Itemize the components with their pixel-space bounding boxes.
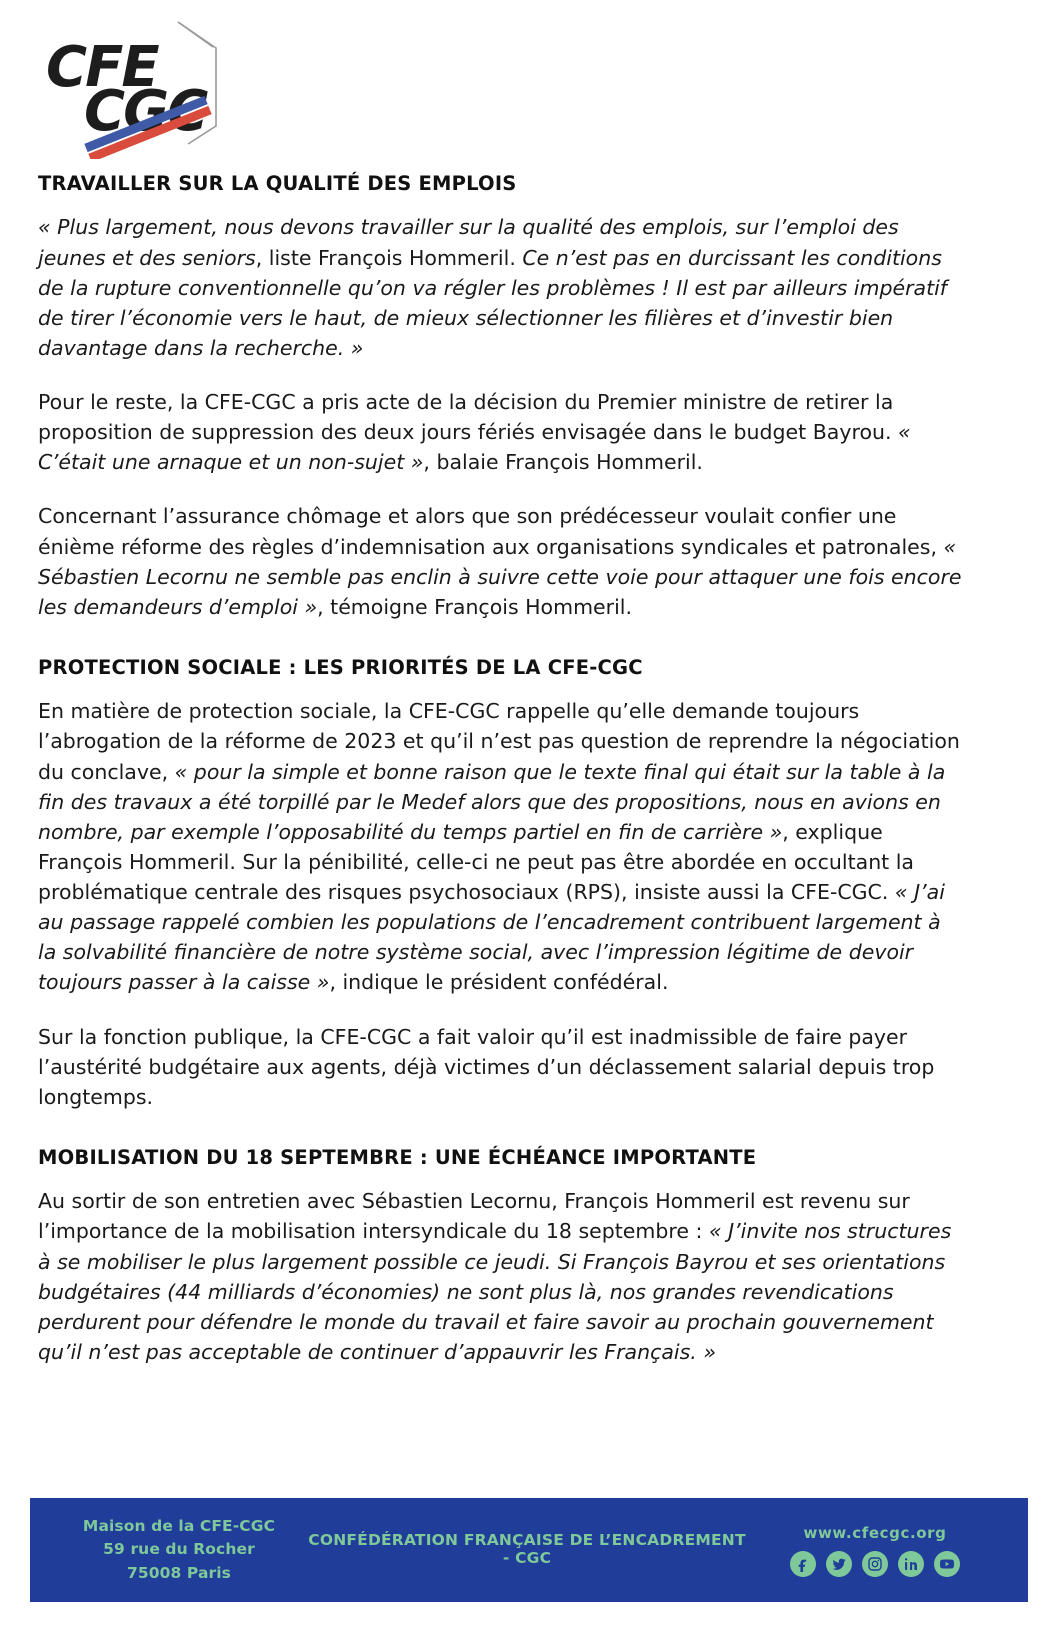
footer-web-block — [750, 1524, 1000, 1577]
paragraph-mobilisation — [38, 1186, 963, 1367]
paragraph-quote-qualite-emplois — [38, 212, 963, 363]
footer-address-line-1: Maison de la CFE-CGC — [82, 1517, 276, 1536]
paragraph-fonction-publique — [38, 1022, 963, 1112]
footer-website-link[interactable]: www.cfecgc.org — [803, 1523, 947, 1542]
text-run: Sur la fonction publique, la CFE-CGC a fait valoir qu’il est inadmissible de faire payer l’austérité budgétaire aux agents, déjà victimes d’un déclassement salarial depuis trop longtemps. — [38, 1024, 935, 1109]
section-heading-protection-sociale: PROTECTION SOCIALE : LES PRIORITÉS DE LA CFE-CGC — [38, 655, 643, 679]
attribution-run: , balaie François Hommeril. — [423, 450, 703, 475]
instagram-icon[interactable] — [862, 1551, 888, 1577]
section-heading-qualite-emplois: TRAVAILLER SUR LA QUALITÉ DES EMPLOIS — [38, 172, 517, 195]
svg-text:CGC: CGC — [84, 79, 207, 144]
quote-run: « Sébastien Lecornu ne semble pas enclin à suivre cette voie pour attaquer une fois encore les demandeurs d’emploi » — [38, 534, 962, 619]
document-body — [38, 172, 963, 1367]
youtube-icon[interactable] — [934, 1551, 960, 1577]
quote-run: « pour la simple et bonne raison que le texte final qui était sur la table à la fin des travaux a été torpillé par le Medef alors que des propositions, nous en avions en nombre, par exemple l’opposabilité du temps partiel en fin de carrière » — [38, 759, 946, 844]
quote-run: « J’invite nos structures à se mobiliser le plus largement possible ce jeudi. Si François Bayrou et ses orientations budgétaires (44 milliards d’économies) ne sont plus là, nos grandes revendications perdurent pour défendre le monde du travail et faire savoir au prochain gouvernement qu’il n’est pas acceptable de continuer d’appauvrir les Français. » — [38, 1219, 952, 1364]
attribution-run: , indique le président confédéral. — [329, 970, 669, 995]
text-run: Au sortir de son entretien avec Sébastien Lecornu, François Hommeril est revenu sur l’importance de la mobilisation intersyndicale du 18 septembre : — [38, 1189, 910, 1244]
footer-band — [30, 1498, 1028, 1602]
quote-run: Ce n’est pas en durcissant les conditions de la rupture conventionnelle qu’on va régler les problèmes ! Il est par ailleurs impératif de tirer l’économie vers le haut, de mieux sélectionner les filières et d’investir bien davantage dans la recherche. » — [38, 245, 948, 360]
paragraph-protection-sociale — [38, 696, 963, 997]
cfe-cgc-logo — [38, 14, 233, 159]
twitter-icon[interactable] — [826, 1551, 852, 1577]
social-links — [750, 1551, 1000, 1577]
section-heading-mobilisation: MOBILISATION DU 18 SEPTEMBRE : UNE ÉCHÉANCE IMPORTANTE — [38, 1145, 757, 1169]
paragraph-jours-feries — [38, 387, 963, 477]
attribution-run: , témoigne François Hommeril. — [317, 594, 632, 619]
footer-confederation-name: CONFÉDÉRATION FRANÇAISE DE L’ENCADREMENT - CGC — [308, 1531, 746, 1567]
text-run: Concernant l’assurance chômage et alors que son prédécesseur voulait confier une énième réforme des règles d’indemnisation aux organisations syndicales et patronales, — [38, 504, 944, 559]
svg-text:CFE: CFE — [46, 35, 158, 100]
footer-address — [54, 1515, 304, 1585]
paragraph-assurance-chomage — [38, 501, 963, 622]
attribution-run: , liste François Hommeril. — [255, 245, 523, 270]
text-run: Pour le reste, la CFE-CGC a pris acte de la décision du Premier ministre de retirer la proposition de suppression des deux jours fériés envisagée dans le budget Bayrou. — [38, 390, 899, 445]
text-run: , explique François Hommeril. Sur la pénibilité, celle-ci ne peut pas être abordée en occultant la problématique centrale des risques psychosociaux (RPS), insiste aussi la CFE-CGC. — [38, 819, 914, 904]
quote-run: « J’ai au passage rappelé combien les populations de l’encadrement contribuent largement à la solvabilité financière de notre système social, avec l’impression légitime de devoir toujours passer à la caisse » — [38, 880, 945, 995]
linkedin-icon[interactable] — [898, 1551, 924, 1577]
footer-address-line-3: 75008 Paris — [126, 1563, 231, 1582]
text-run: En matière de protection sociale, la CFE-CGC rappelle qu’elle demande toujours l’abrogation de la réforme de 2023 et qu’il n’est pas question de reprendre la négociation du conclave, — [38, 699, 960, 784]
quote-run: « C’était une arnaque et un non-sujet » — [38, 420, 911, 475]
quote-run: « Plus largement, nous devons travailler sur la qualité des emplois, sur l’emploi des jeunes et des seniors — [38, 215, 899, 270]
facebook-icon[interactable] — [790, 1551, 816, 1577]
footer-address-line-2: 59 rue du Rocher — [103, 1540, 255, 1559]
